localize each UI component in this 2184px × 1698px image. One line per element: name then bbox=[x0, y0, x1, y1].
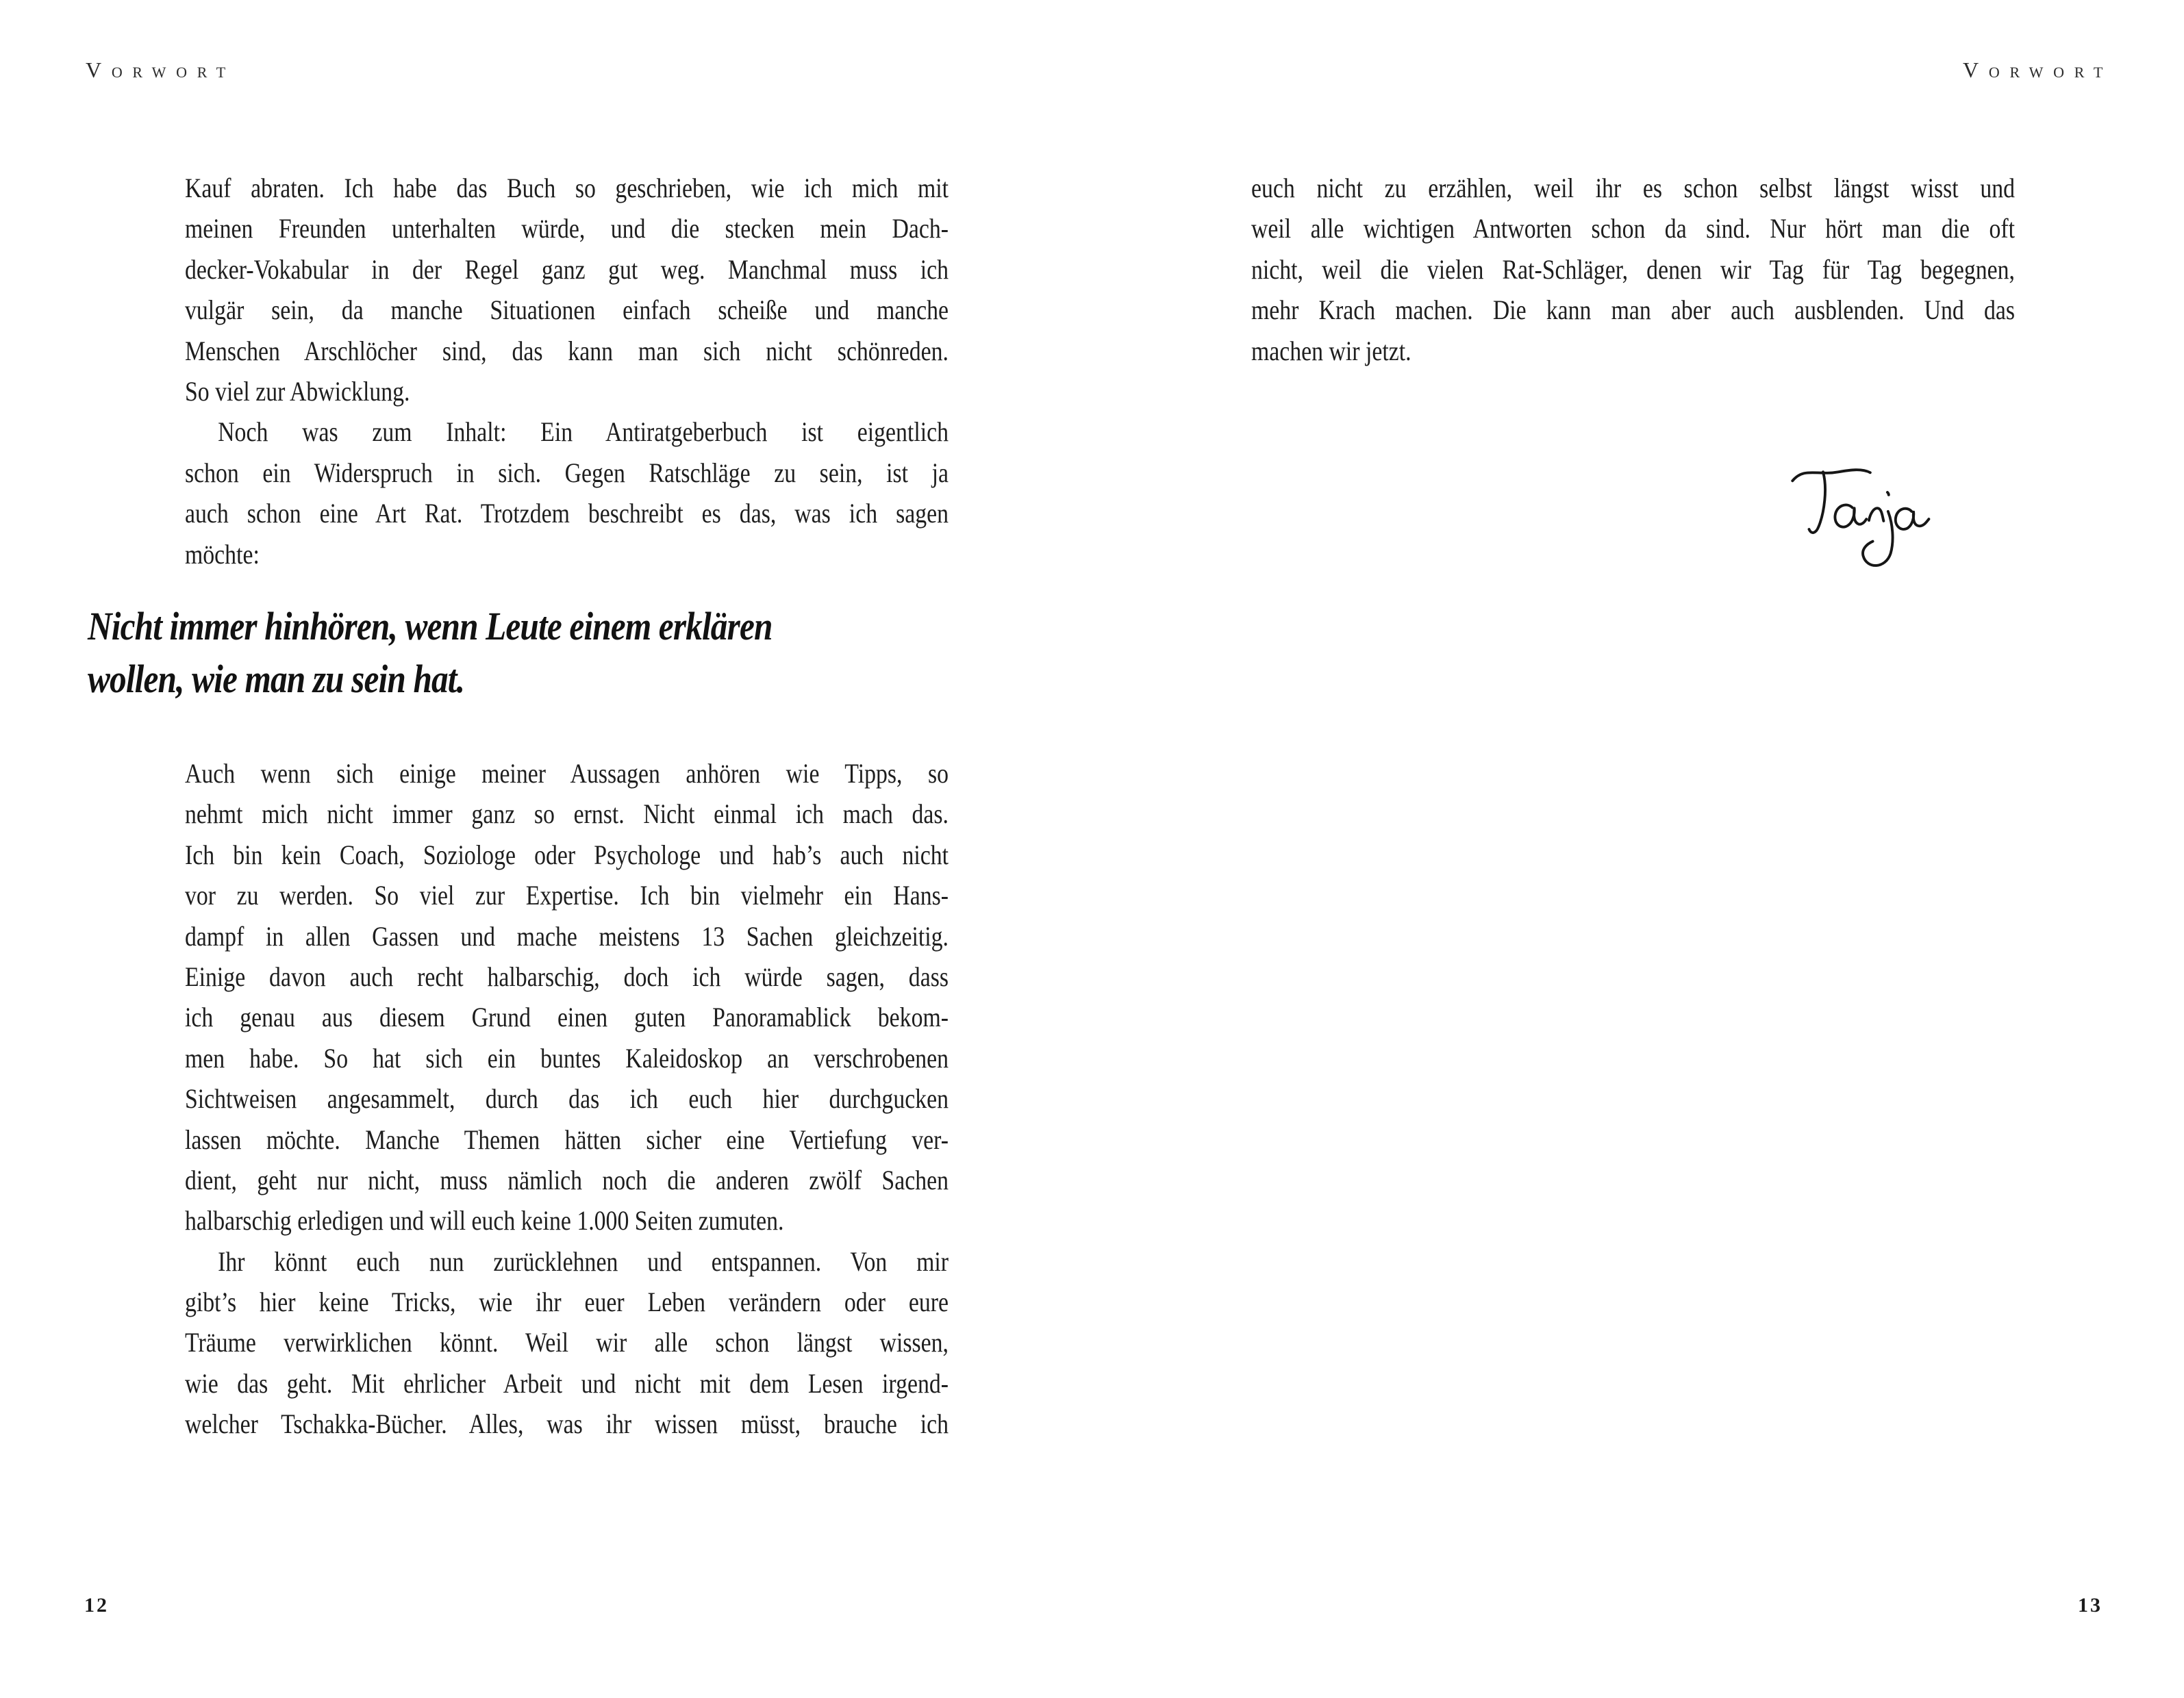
paragraph bbox=[185, 753, 949, 1241]
text-line: machen wir jetzt. bbox=[1251, 335, 1411, 366]
text-line: mehr Krach machen. Die kann man aber auch ausblenden. Und das bbox=[1251, 294, 2016, 326]
text-line: möchte: bbox=[185, 538, 260, 570]
paragraph bbox=[185, 168, 949, 411]
script-headline bbox=[88, 600, 1060, 705]
text-line: lassen möchte. Manche Themen hätten sicher eine Vertiefung ver- bbox=[185, 1124, 949, 1155]
text-line: auch schon eine Art Rat. Trotzdem beschreibt es das, was ich sagen bbox=[185, 498, 949, 529]
text-line: vor zu werden. So viel zur Expertise. Ich bin vielmehr ein Hans- bbox=[185, 880, 949, 911]
text-line: weil alle wichtigen Antworten schon da sind. Nur hört man die oft bbox=[1251, 213, 2016, 244]
text-line: gibt’s hier keine Tricks, wie ihr euer Leben verändern oder eure bbox=[185, 1287, 949, 1318]
paragraph bbox=[185, 1241, 949, 1445]
text-line: dampf in allen Gassen und mache meistens 13 Sachen gleichzeitig. bbox=[185, 920, 949, 952]
right-page-text-column bbox=[1251, 168, 2015, 371]
left-page-text-column-lower bbox=[185, 753, 949, 1445]
left-page-text-column-upper bbox=[185, 168, 949, 574]
paragraph bbox=[185, 411, 949, 574]
text-line: vulgär sein, da manche Situationen einfach scheiße und manche bbox=[185, 294, 949, 326]
text-line: Menschen Arschlöcher sind, das kann man sich nicht schönreden. bbox=[185, 335, 949, 366]
page-number-left: 12 bbox=[84, 1594, 109, 1617]
script-headline-line: wollen, wie man zu sein hat. bbox=[88, 657, 465, 701]
text-line: dient, geht nur nicht, muss nämlich noch die anderen zwölf Sachen bbox=[185, 1164, 949, 1195]
text-line: meinen Freunden unterhalten würde, und die stecken mein Dach- bbox=[185, 213, 949, 244]
text-line: Noch was zum Inhalt: Ein Antiratgeberbuch ist eigentlich bbox=[218, 416, 949, 448]
running-header-right: Vorwort bbox=[1963, 58, 2113, 82]
text-line: ich genau aus diesem Grund einen guten Panoramablick bekom- bbox=[185, 1002, 949, 1033]
text-line: Träume verwirklichen könnt. Weil wir alle schon längst wissen, bbox=[185, 1327, 949, 1358]
text-line: euch nicht zu erzählen, weil ihr es schon selbst längst wisst und bbox=[1251, 173, 2016, 203]
text-line: Sichtweisen angesammelt, durch das ich euch hier durchgucken bbox=[185, 1083, 949, 1115]
text-line: Kauf abraten. Ich habe das Buch so geschrieben, wie ich mich mit bbox=[185, 173, 949, 203]
running-header-left: Vorwort bbox=[86, 58, 236, 82]
text-line: nehmt mich nicht immer ganz so ernst. Nicht einmal ich mach das. bbox=[185, 798, 949, 830]
text-line: schon ein Widerspruch in sich. Gegen Ratschläge zu sein, ist ja bbox=[185, 457, 949, 488]
text-line: decker-Vokabular in der Regel ganz gut weg. Manchmal muss ich bbox=[185, 253, 949, 285]
text-line: nicht, weil die vielen Rat-Schläger, denen wir Tag für Tag begegnen, bbox=[1251, 253, 2016, 285]
text-line: Einige davon auch recht halbarschig, doch ich würde sagen, dass bbox=[185, 961, 949, 992]
text-line: Ihr könnt euch nun zurücklehnen und entspannen. Von mir bbox=[218, 1245, 949, 1277]
text-line: Ich bin kein Coach, Soziologe oder Psychologe und hab’s auch nicht bbox=[185, 839, 949, 870]
text-line: So viel zur Abwicklung. bbox=[185, 375, 410, 407]
text-line: wie das geht. Mit ehrlicher Arbeit und nicht mit dem Lesen irgend- bbox=[185, 1367, 949, 1399]
page-number-right: 13 bbox=[2078, 1594, 2103, 1617]
text-line: men habe. So hat sich ein buntes Kaleidoskop an verschrobenen bbox=[185, 1042, 949, 1074]
text-line: Auch wenn sich einige meiner Aussagen anhören wie Tipps, so bbox=[185, 758, 949, 789]
text-line: halbarschig erledigen und will euch keine 1.000 Seiten zumuten. bbox=[185, 1205, 784, 1237]
signature-tanja bbox=[1786, 455, 1933, 576]
script-headline-line: Nicht immer hinhören, wenn Leute einem erklären bbox=[88, 604, 773, 648]
paragraph bbox=[1251, 168, 2015, 371]
text-line: welcher Tschakka-Bücher. Alles, was ihr wissen müsst, brauche ich bbox=[185, 1408, 949, 1440]
